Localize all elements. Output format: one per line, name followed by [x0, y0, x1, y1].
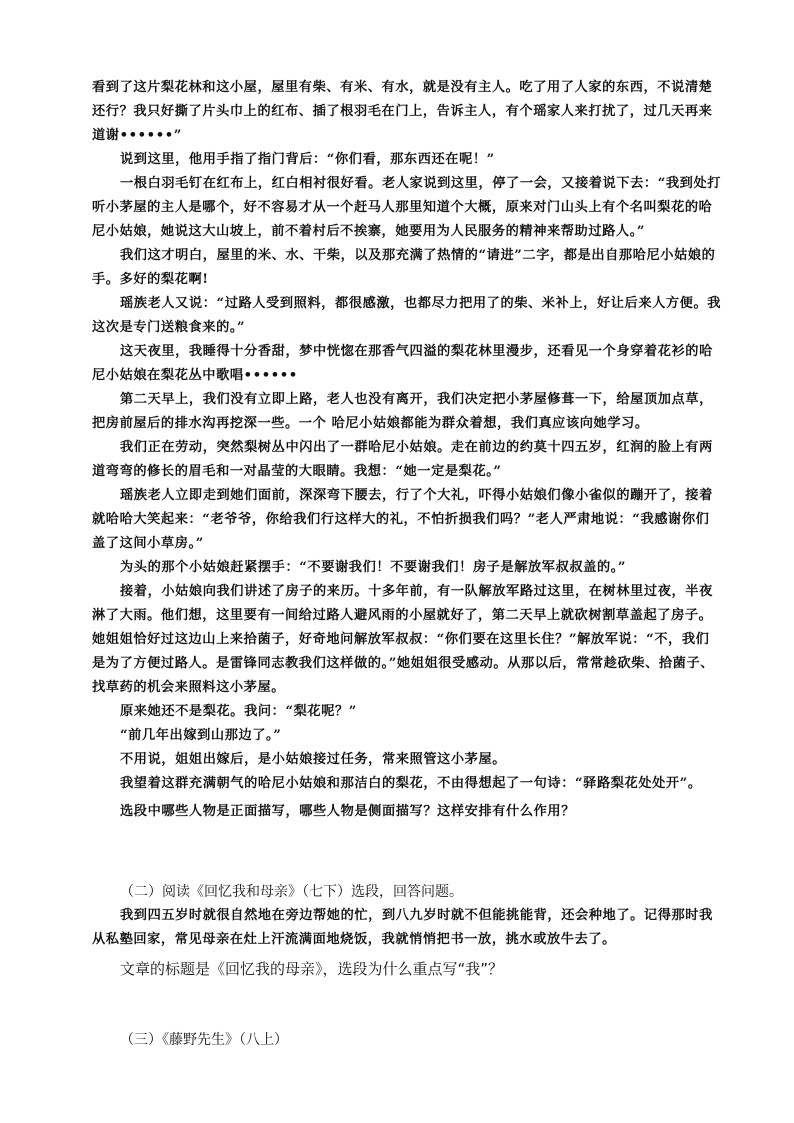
question-1: 选段中哪些人物是正面描写，哪些人物是侧面描写？这样安排有什么作用？ [120, 804, 575, 819]
paragraph: 原来她还不是梨花。我问：“梨花呢？” [120, 704, 357, 719]
paragraph: 瑶族老人又说：“过路人受到照料，都很感激，也都尽力把用了的柴、米补上，好让后来人方便。我这次是专门送粮食来的。” [92, 296, 722, 335]
paragraph: 看到了这片梨花林和这小屋，屋里有柴、有米、有水，就是没有主人。吃了用了人家的东西，不说清楚还行？我只好撕了片头巾上的红布、插了根羽毛在门上，告诉主人，有个瑶家人来打扰了，过几天再来道谢••••••” [92, 80, 713, 143]
paragraph: 第二天早上，我们没有立即上路，老人也没有离开，我们决定把小茅屋修葺一下，给屋顶加点草，把房前屋后的排水沟再挖深一些。一个 哈尼小姑娘都能为群众着想，我们真应该向她学习。 [92, 392, 713, 431]
paragraph: 这天夜里，我睡得十分香甜，梦中恍惚在那香气四溢的梨花林里漫步，还看见一个身穿着花衫的哈尼小姑娘在梨花丛中歌唱•••••• [92, 344, 713, 383]
paragraph: 我们这才明白，屋里的米、水、干柴，以及那充满了热情的“请进”二字，都是出自那哈尼小姑娘的手。多好的梨花啊! [92, 248, 716, 287]
paragraph: “前几年出嫁到山那边了。” [120, 728, 282, 743]
paragraph: 说到这里，他用手指了指门背后：“你们看，那东西还在呢！” [120, 152, 495, 167]
section-2-passage: 我到四五岁时就很自然地在旁边帮她的忙，到八九岁时就不但能挑能背，还会种地了。记得那时我从私塾回家，常见母亲在灶上汗流满面地烧饭，我就悄悄把书一放，挑水或放牛去了。 [92, 908, 713, 947]
paragraph: 为头的那个小姑娘赶紧摆手：“不要谢我们！不要谢我们！房子是解放军叔叔盖的。” [120, 560, 627, 575]
paragraph: 一根白羽毛钉在红布上，红白相衬很好看。老人家说到这里，停了一会，又接着说下去：“我到处打听小茅屋的主人是哪个，好不容易才从一个赶马人那里知道个大概，原来对门山头上有个名叫梨花的哈尼小姑娘，她说这大山坡上，前不着村后不挨寨，她要用为人民服务的精神来帮助过路人。” [92, 176, 722, 239]
story-passage [92, 76, 722, 824]
paragraph: 我们正在劳动，突然梨树丛中闪出了一群哈尼小姑娘。走在前边的约莫十四五岁，红润的脸上有两道弯弯的修长的眉毛和一对晶莹的大眼睛。我想：“她一定是梨花。” [92, 440, 713, 479]
section-2-heading: （二）阅读《回忆我和母亲》（七下）选段，回答问题。 [120, 884, 463, 900]
section-3-heading: （三）《藤野先生》（八上） [120, 1032, 288, 1048]
paragraph: 我望着这群充满朝气的哈尼小姑娘和那洁白的梨花，不由得想起了一句诗：“驿路梨花处处开”。 [120, 776, 702, 791]
section-2 [92, 880, 722, 982]
section-3 [92, 1028, 722, 1052]
section-2-question: 文章的标题是《回忆我的母亲》，选段为什么重点写“我”？ [120, 960, 504, 978]
paragraph: 不用说，姐姐出嫁后，是小姑娘接过任务，常来照管这小茅屋。 [120, 752, 507, 767]
section-2-passage-wrap [92, 904, 722, 952]
paragraph: 瑶族老人立即走到她们面前，深深弯下腰去，行了个大礼，吓得小姑娘们像小雀似的蹦开了，接着就哈哈大笑起来：“老爷爷，你给我们行这样大的礼，不怕折损我们吗？”老人严肃地说：“我感谢你们盖了这间小草房。” [92, 488, 713, 551]
paragraph: 接着，小姑娘向我们讲述了房子的来历。十多年前，有一队解放军路过这里，在树林里过夜，半夜淋了大雨。他们想，这里要有一间给过路人避风雨的小屋就好了，第二天早上就砍树割草盖起了房子。她姐姐恰好过这边山上来拾菌子，好奇地问解放军叔叔：“你们要在这里长住？”解放军说：“不，我们是为了方便过路人。是雷锋同志教我们这样做的。”她姐姐很受感动。从那以后，常常趁砍柴、拾菌子、找草药的机会来照料这小茅屋。 [92, 584, 715, 695]
